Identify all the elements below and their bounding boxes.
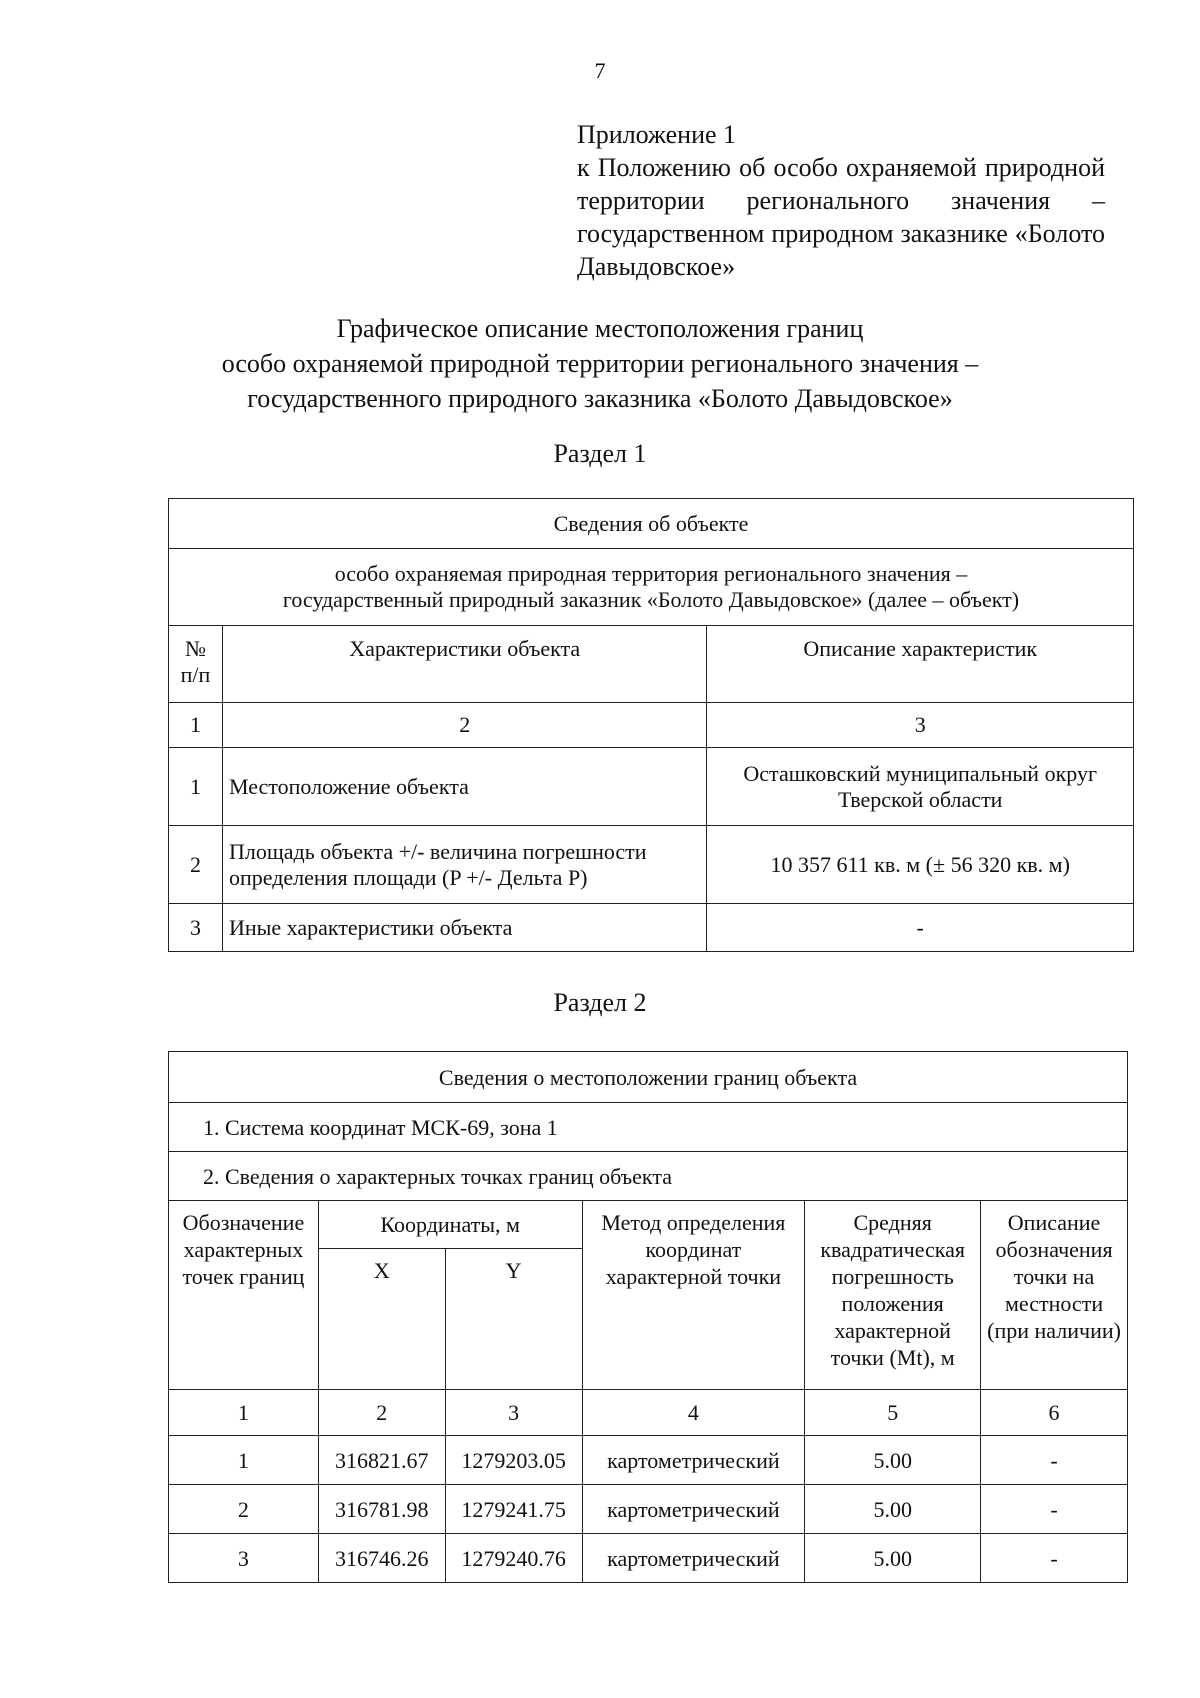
point-method: картометрический — [582, 1534, 805, 1583]
column-number: 6 — [981, 1390, 1128, 1436]
column-number: 4 — [582, 1390, 805, 1436]
point-error: 5.00 — [805, 1436, 981, 1485]
point-y: 1279203.05 — [445, 1436, 582, 1485]
table-title: Сведения об объекте — [169, 499, 1134, 549]
row-number: 1 — [169, 748, 223, 826]
header-description: Описание обозначения точки на местности (при наличии) — [981, 1201, 1128, 1390]
section-1-heading: Раздел 1 — [553, 439, 647, 468]
point-x: 316746.26 — [318, 1534, 445, 1583]
coordinate-system: 1. Система координат МСК-69, зона 1 — [169, 1103, 1128, 1152]
table-row — [169, 826, 1134, 904]
appendix-title: Приложение 1 — [577, 120, 737, 149]
point-id: 2 — [169, 1485, 319, 1534]
column-number: 2 — [222, 703, 706, 748]
column-number: 1 — [169, 1390, 319, 1436]
column-number: 3 — [445, 1390, 582, 1436]
header-description: Описание характеристик — [707, 626, 1134, 703]
appendix-block — [577, 118, 1105, 283]
row-characteristic: Иные характеристики объекта — [222, 904, 706, 952]
header-characteristics: Характеристики объекта — [222, 626, 706, 703]
point-error: 5.00 — [805, 1485, 981, 1534]
row-number: 2 — [169, 826, 223, 904]
points-title: 2. Сведения о характерных точках границ объекта — [169, 1152, 1128, 1201]
point-method: картометрический — [582, 1436, 805, 1485]
header-x: X — [318, 1249, 445, 1390]
table-row — [169, 1534, 1128, 1583]
row-characteristic: Площадь объекта +/- величина погрешности определения площади (P +/- Дельта P) — [222, 826, 706, 904]
header-y: Y — [445, 1249, 582, 1390]
document-title — [0, 311, 1200, 416]
header-error: Средняя квадратическая погрешность положения характерной точки (Mt), м — [805, 1201, 981, 1390]
document-title-line: особо охраняемой природной территории регионального значения – — [221, 349, 979, 378]
page-number: 7 — [594, 58, 606, 83]
document-title-line: государственного природного заказника «Болото Давыдовское» — [247, 384, 953, 413]
column-number: 1 — [169, 703, 223, 748]
header-number: № п/п — [169, 626, 223, 703]
point-description: - — [981, 1534, 1128, 1583]
appendix-body: к Положению об особо охраняемой природной территории регионального значения – государственном природном заказнике «Болото Давыдовское» — [577, 153, 1105, 281]
point-description: - — [981, 1485, 1128, 1534]
table-row — [169, 748, 1134, 826]
point-y: 1279241.75 — [445, 1485, 582, 1534]
table-row — [169, 1485, 1128, 1534]
object-name-cell — [169, 549, 1134, 626]
point-id: 1 — [169, 1436, 319, 1485]
point-error: 5.00 — [805, 1534, 981, 1583]
point-y: 1279240.76 — [445, 1534, 582, 1583]
point-x: 316821.67 — [318, 1436, 445, 1485]
row-value: - — [707, 904, 1134, 952]
point-description: - — [981, 1436, 1128, 1485]
header-method: Метод определения координат характерной точки — [582, 1201, 805, 1390]
point-x: 316781.98 — [318, 1485, 445, 1534]
row-value: Осташковский муниципальный округ Тверской области — [707, 748, 1134, 826]
table-row — [169, 904, 1134, 952]
header-designation: Обозначение характерных точек границ — [169, 1201, 319, 1390]
boundary-points-table — [168, 1051, 1128, 1583]
column-number: 2 — [318, 1390, 445, 1436]
object-name-line: государственный природный заказник «Болото Давыдовское» (далее – объект) — [282, 587, 1020, 612]
object-info-table — [168, 498, 1134, 952]
point-method: картометрический — [582, 1485, 805, 1534]
column-number: 5 — [805, 1390, 981, 1436]
header-coordinates: Координаты, м — [318, 1201, 582, 1249]
row-value: 10 357 611 кв. м (± 56 320 кв. м) — [707, 826, 1134, 904]
table-row — [169, 1436, 1128, 1485]
row-number: 3 — [169, 904, 223, 952]
table-title: Сведения о местоположении границ объекта — [169, 1052, 1128, 1103]
row-characteristic: Местоположение объекта — [222, 748, 706, 826]
point-id: 3 — [169, 1534, 319, 1583]
section-2-heading: Раздел 2 — [553, 988, 647, 1017]
object-name-line: особо охраняемая природная территория регионального значения – — [334, 561, 968, 586]
document-title-line: Графическое описание местоположения границ — [336, 314, 864, 343]
column-number: 3 — [707, 703, 1134, 748]
